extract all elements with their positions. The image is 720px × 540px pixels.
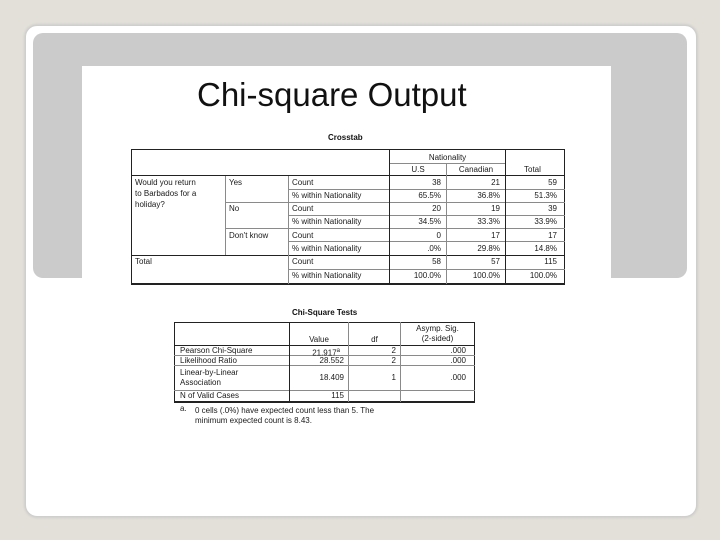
test-value: 21.917$^a$: [312, 348, 340, 358]
col-header-us: U.S: [411, 165, 425, 174]
footnote-line1: 0 cells (.0%) have expected count less than 5. The: [195, 406, 375, 415]
table-cell: .0%: [427, 244, 441, 253]
table-cell: 57: [491, 257, 500, 266]
test-label: Association: [180, 378, 221, 387]
tests-header-df: df: [371, 335, 378, 344]
table-cell: 115: [544, 257, 557, 266]
table-cell: 38: [432, 178, 441, 187]
footnote-marker: a.: [180, 404, 187, 413]
table-cell: 33.9%: [534, 217, 557, 226]
test-df: 1: [391, 373, 396, 382]
answer-yes: Yes: [229, 178, 243, 187]
test-value: 28.552: [319, 356, 344, 365]
tests-caption: Chi-Square Tests: [292, 308, 358, 317]
table-cell: 59: [548, 178, 557, 187]
table-cell: 21: [491, 178, 500, 187]
tests-header-sig-sub: (2-sided): [421, 334, 454, 343]
test-sig: .000: [450, 346, 466, 355]
table-cell: 100.0%: [472, 271, 500, 280]
stat-label: % within Nationality: [292, 217, 362, 226]
test-label: Linear-by-Linear: [180, 368, 239, 377]
stat-label: Count: [292, 178, 314, 187]
test-label: Likelihood Ratio: [180, 356, 237, 365]
table-cell: 58: [432, 257, 441, 266]
test-value: 18.409: [319, 373, 344, 382]
table-cell: 51.3%: [534, 191, 557, 200]
table-cell: 29.8%: [477, 244, 500, 253]
table-cell: 0: [436, 231, 441, 240]
test-sig: .000: [450, 356, 466, 365]
test-label: N of Valid Cases: [180, 391, 239, 400]
table-cell: 17: [548, 231, 557, 240]
table-cell: 34.5%: [418, 217, 441, 226]
table-cell: 100.0%: [529, 271, 557, 280]
stat-label: % within Nationality: [292, 271, 362, 280]
table-cell: 36.8%: [477, 191, 500, 200]
test-label: Pearson Chi-Square: [180, 346, 253, 355]
table-cell: 17: [491, 231, 500, 240]
stat-label: Count: [292, 204, 314, 213]
answer-no: No: [229, 204, 240, 213]
table-cell: 14.8%: [534, 244, 557, 253]
test-df: 2: [391, 356, 396, 365]
table-cell: 19: [491, 204, 500, 213]
footnote-line2: minimum expected count is 8.43.: [195, 416, 312, 425]
row-question-line3: holiday?: [135, 200, 165, 209]
table-cell: 20: [432, 204, 441, 213]
tests-header-sig: Asymp. Sig.: [416, 324, 459, 333]
tests-header-value: Value: [309, 335, 329, 344]
col-header-total: Total: [524, 165, 541, 174]
stat-label: Count: [292, 231, 314, 240]
stat-label: % within Nationality: [292, 191, 362, 200]
col-header-canadian: Canadian: [458, 165, 494, 174]
row-question-line1: Would you return: [135, 178, 196, 187]
crosstab-caption: Crosstab: [328, 133, 363, 142]
table-cell: 39: [548, 204, 557, 213]
test-sig: .000: [450, 373, 466, 382]
nationality-header: Nationality: [428, 153, 467, 162]
test-df: 2: [391, 346, 396, 355]
answer-dont-know: Don't know: [229, 231, 269, 240]
test-value: 115: [331, 391, 344, 400]
row-question-line2: to Barbados for a: [135, 189, 197, 198]
total-row-label: Total: [135, 257, 152, 266]
slide-title: Chi-square Output: [197, 76, 467, 113]
table-cell: 33.3%: [477, 217, 500, 226]
stat-label: % within Nationality: [292, 244, 362, 253]
stat-label: Count: [292, 257, 314, 266]
table-cell: 100.0%: [413, 271, 441, 280]
table-cell: 65.5%: [418, 191, 441, 200]
